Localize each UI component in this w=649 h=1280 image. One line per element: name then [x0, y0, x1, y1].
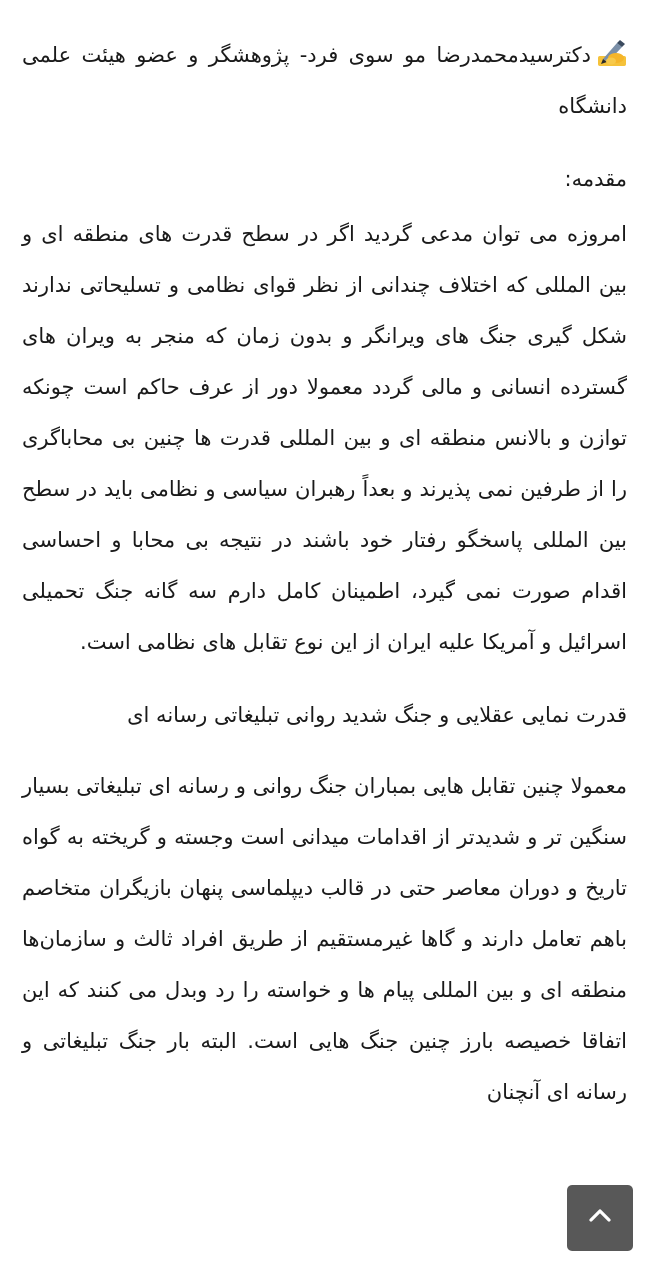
scroll-to-top-button[interactable] [567, 1185, 633, 1251]
section-paragraph: معمولا چنین تقابل هایی بمباران جنگ روانی و رسانه ای تبلیغاتی بسیار سنگین تر و شدیدتر از اقدامات میدانی است وجسته و گریخته به گواه تاریخ و دوران معاصر حتی در قالب دیپلماسی پنهان بازیگران متخاصم باهم تعامل دارند و گاها غیرمستقیم از طریق افراد ثالث و سازمان‌ها منطقه ای و بین المللی پیام ها و خواسته را رد وبدل می کنند که این اتفاقا خصیصه بارز چنین جنگ هایی است. البته بار جنگ تبلیغاتی و رسانه ای آنچنان [22, 774, 627, 1104]
bottom-fade [0, 1258, 649, 1280]
author-line [22, 30, 627, 132]
article-body [22, 30, 627, 1118]
chevron-up-icon [583, 1199, 617, 1237]
author-text: دکترسیدمحمدرضا مو سوی فرد- پژوهشگر و عضو هیئت علمی دانشگاه [22, 43, 627, 118]
section-heading: قدرت نمایی عقلایی و جنگ شدید روانی تبلیغاتی رسانه ای [127, 703, 627, 727]
writing-hand-icon [597, 35, 627, 63]
intro-heading: مقدمه: [564, 167, 627, 191]
intro-paragraph: امروزه می توان مدعی گردید اگر در سطح قدرت های منطقه ای و بین المللی که اختلاف چندانی از نظر قوای نظامی و تسلیحاتی ندارند شکل گیری جنگ های ویرانگر و بدون زمان که منجر به ویران های گسترده انسانی و مالی گردد معمولا دور از عرف حاکم است چونکه توازن و بالانس منطقه ای و بین المللی قدرت ها چنین بی محاباگری را از طرفین نمی پذیرند و بعداً رهبران سیاسی و نظامی باید در سطح بین المللی پاسخگو رفتار خود باشند در نتیجه بی محابا و احساسی اقدام صورت نمی گیرد، اطمینان کامل دارم سه گانه جنگ تحمیلی اسرائیل و آمریکا علیه ایران از این نوع تقابل های نظامی است. [22, 222, 627, 654]
